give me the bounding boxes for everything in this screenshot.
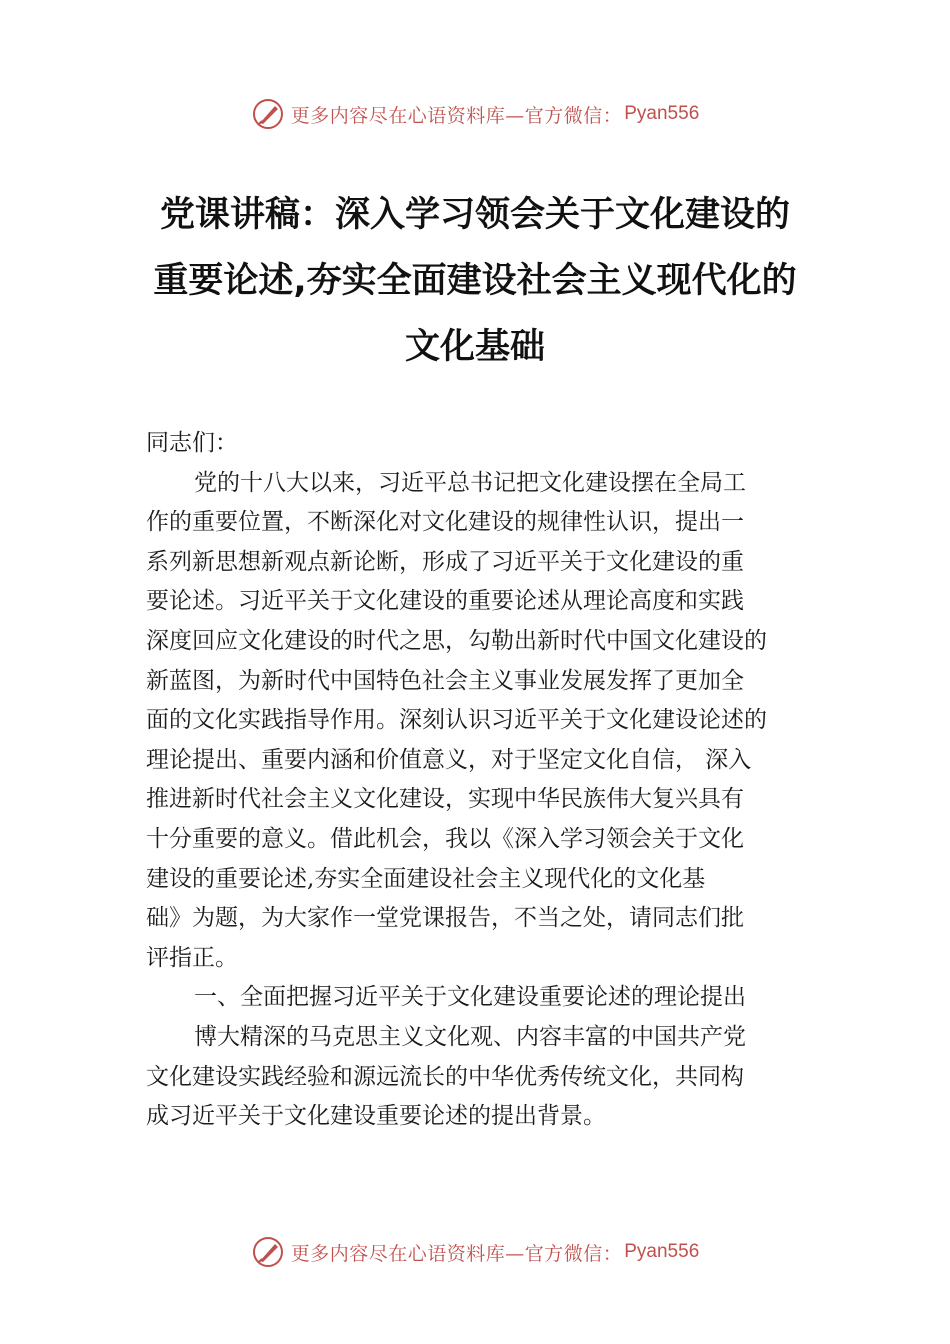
body-line: 博大精深的马克思主义文化观、内容丰富的中国共产党 — [194, 1023, 746, 1050]
body-line: 系列新思想新观点新论断，形成了习近平关于文化建设的重 — [146, 548, 744, 575]
title-line: 文化基础 — [404, 327, 545, 367]
body-line: 成习近平关于文化建设重要论述的提出背景。 — [146, 1103, 606, 1130]
body-line: 评指正。 — [146, 944, 238, 971]
body-line: 作的重要位置，不断深化对文化建设的规律性认识，提出一 — [146, 509, 744, 536]
quill-logo-icon — [251, 1235, 285, 1269]
salutation: 同志们： — [146, 430, 238, 456]
body-line: 新蓝图，为新时代中国特色社会主义事业发展发挥了更加全 — [146, 667, 744, 694]
watermark-text: 更多内容尽在心语资料库—官方微信： — [290, 104, 623, 127]
document-body — [146, 424, 816, 1137]
watermark-id: Pyan556 — [624, 103, 700, 124]
body-line: 面的文化实践指导作用。深刻认识习近平关于文化建设论述的 — [146, 707, 767, 734]
body-line: 础》为题，为大家作一堂党课报告，不当之处，请同志们批 — [146, 905, 744, 932]
watermark-id: Pyan556 — [624, 1241, 700, 1262]
body-line: 深度回应文化建设的时代之思，勾勒出新时代中国文化建设的 — [146, 627, 767, 654]
footer-watermark — [0, 1232, 950, 1272]
document-title — [100, 182, 850, 380]
body-line: 文化建设实践经验和源远流长的中华优秀传统文化，共同构 — [146, 1063, 744, 1090]
quill-logo-icon — [251, 97, 285, 131]
section-heading: 一、全面把握习近平关于文化建设重要论述的理论提出 — [194, 984, 746, 1011]
title-line: 重要论述,夯实全面建设社会主义现代化的 — [153, 261, 797, 301]
header-watermark — [0, 94, 950, 134]
body-line: 十分重要的意义。借此机会，我以《深入学习领会关于文化 — [146, 825, 744, 852]
title-line: 党课讲稿：深入学习领会关于文化建设的 — [159, 195, 790, 235]
body-line: 党的十八大以来，习近平总书记把文化建设摆在全局工 — [194, 469, 746, 496]
body-line: 推进新时代社会主义文化建设，实现中华民族伟大复兴具有 — [146, 786, 744, 813]
body-line: 要论述。习近平关于文化建设的重要论述从理论高度和实践 — [146, 588, 744, 615]
body-line: 建设的重要论述,夯实全面建设社会主义现代化的文化基 — [146, 865, 706, 892]
body-line: 理论提出、重要内涵和价值意义，对于坚定文化自信， 深入 — [146, 746, 752, 773]
watermark-text: 更多内容尽在心语资料库—官方微信： — [290, 1242, 623, 1265]
